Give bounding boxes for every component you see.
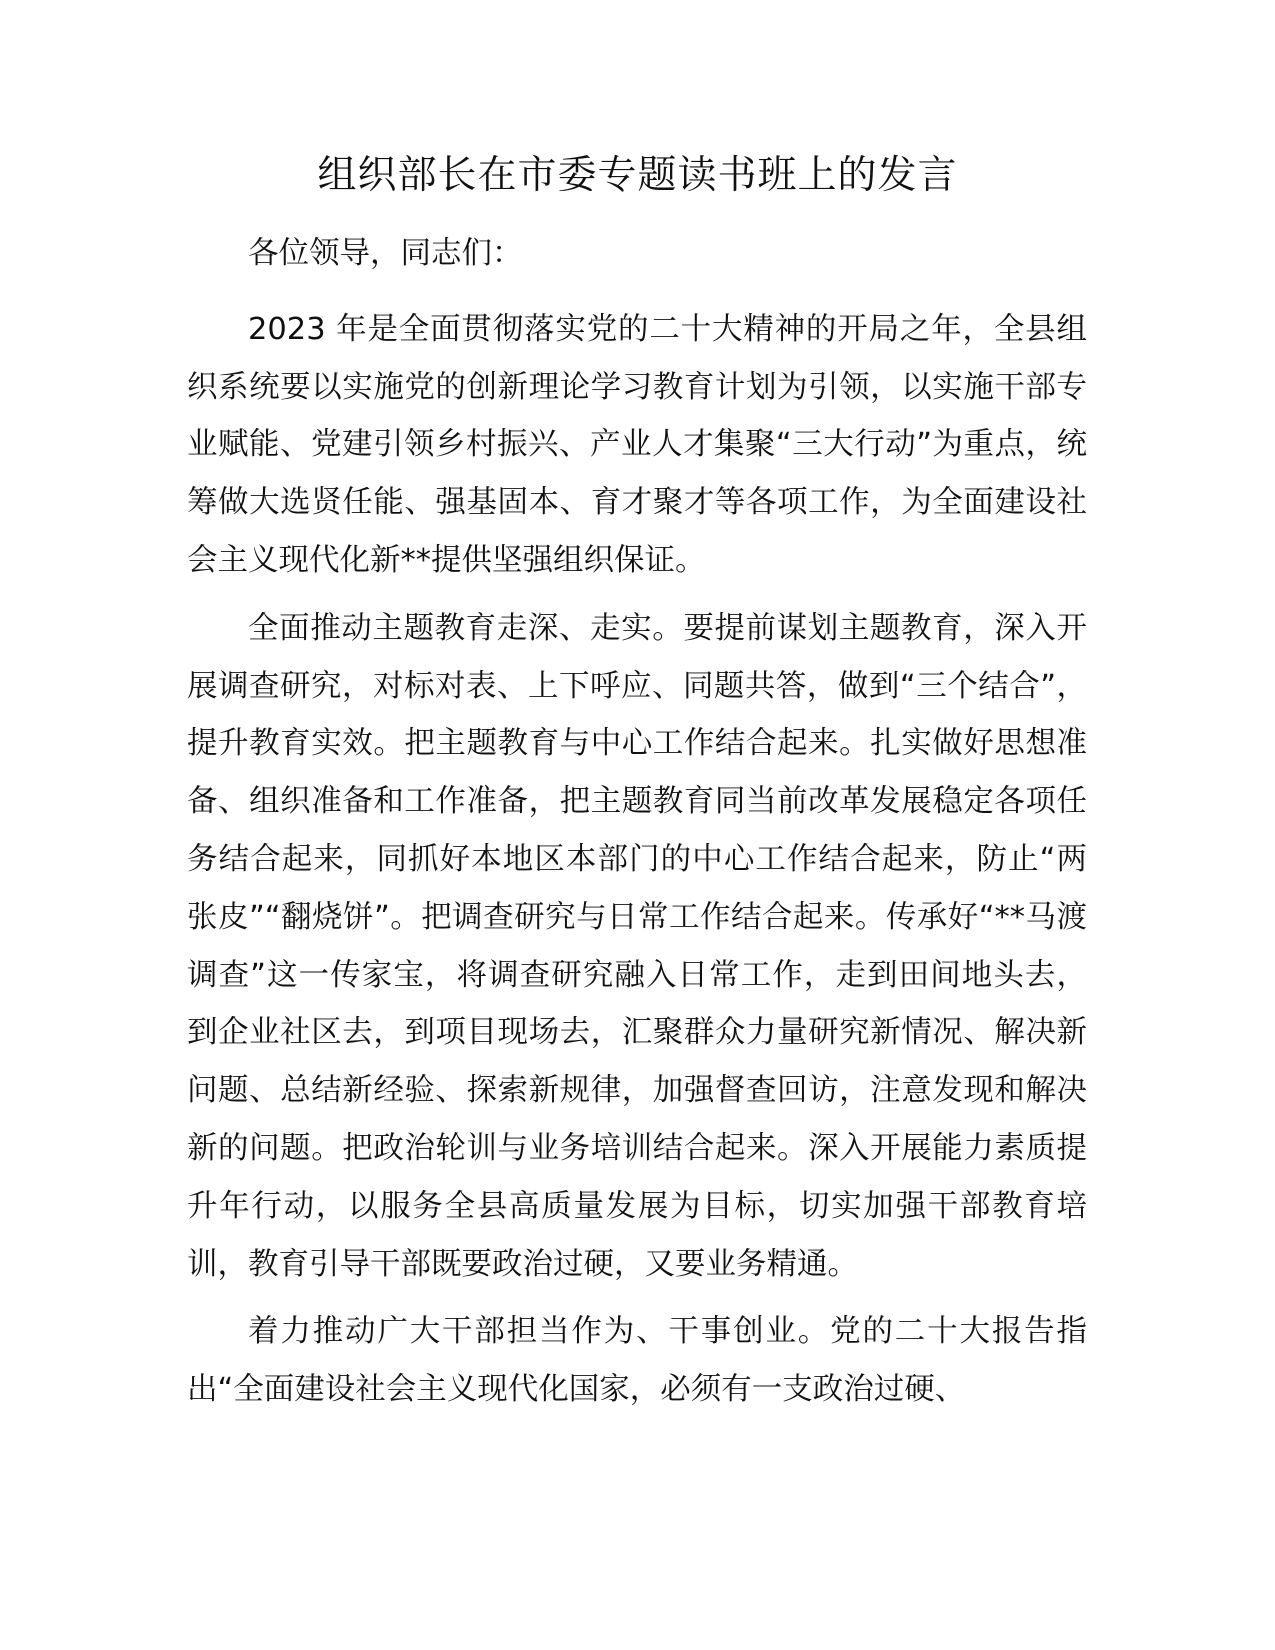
paragraph-intro: 2023 年是全面贯彻落实党的二十大精神的开局之年，全县组织系统要以实施党的创新理论学习教育计划为引领，以实施干部专业赋能、党建引领乡村振兴、产业人才集聚“三大行动”为重点，统筹做大选贤任能、强基固本、育才聚才等各项工作，为全面建设社会主义现代化新**提供坚强组织保证。 xyxy=(187,311,1087,578)
paragraph-theme-education: 全面推动主题教育走深、走实。要提前谋划主题教育，深入开展调查研究，对标对表、上下呼应、同题共答，做到“三个结合”，提升教育实效。把主题教育与中心工作结合起来。扎实做好思想准备、组织准备和工作准备，把主题教育同当前改革发展稳定各项任务结合起来，同抓好本地区本部门的中心工作结合起来，防止“两张皮”“翻烧饼”。把调查研究与日常工作结合起来。传承好“**马渡调查”这一传家宝，将调查研究融入日常工作，走到田间地头去，到企业社区去，到项目现场去，汇聚群众力量研究新情况、解决新问题、总结新经验、探索新规律，加强督查回访，注意发现和解决新的问题。把政治轮训与业务培训结合起来。深入开展能力素质提升年行动，以服务全县高质量发展为目标，切实加强干部教育培训，教育引导干部既要政治过硬，又要业务精通。 xyxy=(187,610,1087,1282)
document-title: 组织部长在市委专题读书班上的发言 xyxy=(317,153,958,198)
paragraph-cadres: 着力推动广大干部担当作为、干事创业。党的二十大报告指出“全面建设社会主义现代化国家，必须有一支政治过硬、 xyxy=(187,1314,1087,1408)
salutation: 各位领导，同志们： xyxy=(248,236,523,271)
document-body xyxy=(187,225,1087,1419)
